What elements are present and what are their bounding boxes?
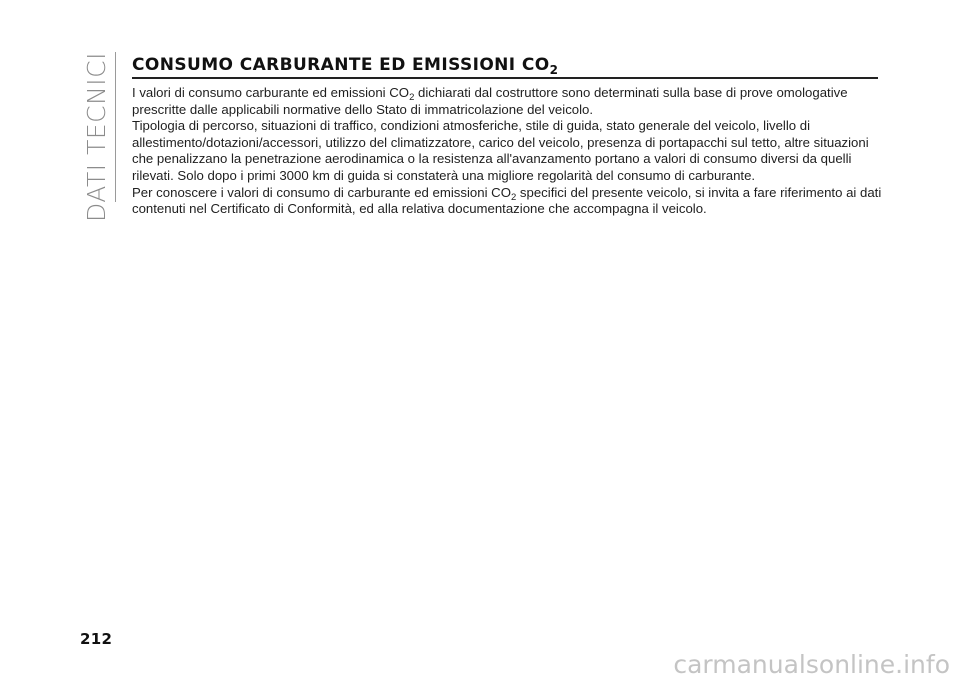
paragraph-1-text-b: dichiarati dal costruttore sono determinati sulla base di prove omologative prescritte dalle applicabili normative dello Stato di immatricolazione del veicolo. <box>132 85 848 117</box>
section-side-tab <box>81 52 111 222</box>
page-number: 212 <box>80 630 113 648</box>
paragraph-3-text-a: Per conoscere i valori di consumo di carburante ed emissioni CO <box>132 184 511 200</box>
paragraph-3-text-b: specifici del presente veicolo, si invita a fare riferimento ai dati contenuti nel Certificato di Conformità, ed alla relativa documentazione che accompagna il veicolo. <box>132 184 882 217</box>
section-title-subscript: 2 <box>549 63 559 77</box>
paragraph-homologation <box>132 85 882 118</box>
paragraph-3-subscript: 2 <box>510 191 517 203</box>
paragraph-1-text-a: I valori di consumo carburante ed emissioni CO <box>132 85 410 100</box>
site-watermark: carmanualsonline.info <box>673 650 950 679</box>
paragraph-factors: Tipologia di percorso, situazioni di traffico, condizioni atmosferiche, stile di guida, stato generale del veicolo, livello di allestimento/dotazioni/accessori, utilizzo del climatizzatore, carico del veicolo, presenza di portapacchi sul tetto, altre situazioni che penalizzano la penetrazione aerodinamica o la resistenza all'avanzamento portano a valori di consumo diversi da quelli rilevati. Solo dopo i primi 3000 km di guida si constaterà una migliore regolarità del consumo di carburante. <box>132 118 869 183</box>
paragraph-certificate <box>132 185 882 218</box>
paragraph-1-subscript: 2 <box>409 92 415 103</box>
section-title-text: CONSUMO CARBURANTE ED EMISSIONI CO <box>132 55 550 75</box>
section-header <box>132 55 878 79</box>
side-divider <box>115 52 116 202</box>
section-title <box>132 55 878 77</box>
section-body <box>132 85 882 218</box>
section-side-tab-label: DATI TECNICI <box>81 52 111 222</box>
title-underline <box>132 77 878 79</box>
